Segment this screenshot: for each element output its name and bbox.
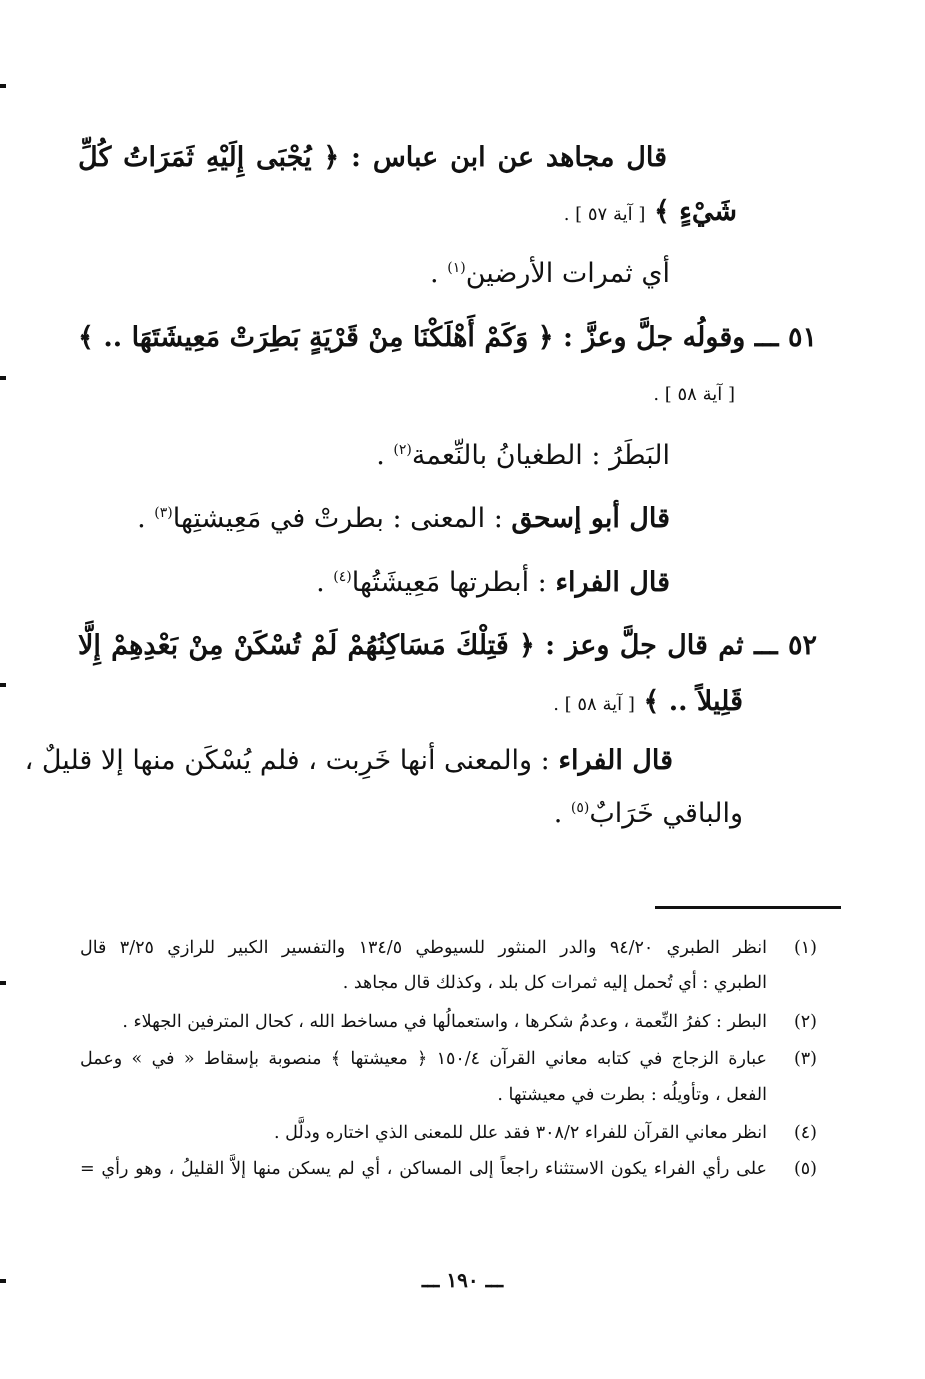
text-span: . [553,798,571,829]
footnote-2-number: (٢) [793,1012,817,1032]
text-span: : أبطرتها مَعِيشَتُها [351,567,556,598]
speaker-name: قال الفراء [555,567,670,598]
scan-edge-mark [0,981,6,985]
verse-end: قَلِيلاً .. ﴾ [643,686,743,717]
speaker-name: قال أبو إسحق [511,503,670,534]
footnote-ref-2: (٢) [393,442,412,458]
text-line-1: قال مجاهد عن ابن عباس : ﴿ يُجْبَى إِلَيْهِ ثَمَرَاتُ كُلِّ [78,142,667,173]
footnote-ref-3: (٣) [154,505,173,521]
text-line-9: ٥٢ ـــ ثم قال جلَّ وعز : ﴿ فَتِلْكَ مَسَاكِنُهُمْ لَمْ تُسْكَنْ مِنْ بَعْدِهِمْ إِلَّا [78,630,817,661]
footnote-5-line-1: على رأي الفراء يكون الاستثناء راجعاً إلى المساكن ، أي لم يسكن منها إلاَّ القليلُ ، وهو رأي = [80,1159,767,1179]
verse-end: شَيْءٍ ﴾ [653,196,737,227]
text-span: البَطَرُ : الطغيانُ بالنِّعمة [411,440,670,471]
footnote-4-number: (٤) [793,1123,817,1143]
text-span: . [316,567,334,598]
text-line-8 [316,567,670,598]
text-span: . [376,440,394,471]
text-line-7 [137,503,670,534]
scan-edge-mark [0,683,6,687]
text-span: . [430,258,448,289]
scan-edge-mark [0,376,6,380]
footnote-3-number: (٣) [793,1049,817,1069]
text-line-5: [ آية ٥٨ ] . [653,384,735,405]
text-span: . [137,503,155,534]
text-span: : المعنى : بطرتْ في مَعِيشتِها [172,503,512,534]
footnote-1-line-2: الطبري : أي تُحمل إليه ثمرات كل بلد ، وكذلك قال مجاهد . [342,973,767,993]
footnote-4-line-1: انظر معاني القرآن للفراء ٣٠٨/٢ فقد علل للمعنى الذي اختاره ودلَّل . [273,1123,767,1143]
text-line-4: ٥١ ـــ وقولُه جلَّ وعزَّ : ﴿ وَكَمْ أَهْلَكْنَا مِنْ قَرْيَةٍ بَطِرَتْ مَعِيشَتَهَا .. ﴾ [78,322,817,353]
footnote-5-number: (٥) [793,1159,817,1179]
text-line-6 [376,440,670,471]
scan-edge-mark [0,1279,6,1283]
footnote-1-line-1: انظر الطبري ٩٤/٢٠ والدر المنثور للسيوطي ١٣٤/٥ والتفسير الكبير للرازي ٣/٢٥ قال [80,938,767,958]
footnote-ref-1: (١) [447,260,466,276]
text-span: أي ثمرات الأرضين [465,258,670,289]
page-number: ـــ ١٩٠ ـــ [421,1268,504,1292]
scan-edge-mark [0,84,6,88]
text-line-11 [24,745,673,776]
footnote-separator [655,906,841,909]
text-span: والباقي خَرَابٌ [589,798,743,829]
footnote-3-line-1: عبارة الزجاج في كتابه معاني القرآن ١٥٠/٤ ﴿ معيشتها ﴾ منصوبة بإسقاط « في » وعمل [80,1049,767,1069]
text-line-10 [553,686,743,717]
text-span: : والمعنى أنها خَرِبت ، فلم يُسْكَن منها إلا قليلٌ ، [24,745,559,776]
verse-reference: [ آية ٥٧ ] . [563,204,646,225]
speaker-name: قال الفراء [558,745,673,776]
footnote-3-line-2: الفعل ، وتأويلُه : بطرت في معيشتها . [497,1085,767,1105]
verse-reference: [ آية ٥٨ ] . [553,694,635,715]
footnote-ref-5: (٥) [570,800,590,816]
text-line-2 [564,196,737,227]
text-line-12 [554,798,743,829]
footnote-ref-4: (٤) [333,569,352,585]
footnote-1-number: (١) [793,938,817,958]
footnote-2-line-1: البطر : كفرُ النِّعمة ، وعدمُ شكرها ، واستعمالُها في مساخط الله ، كحال المترفين الجهلاء . [122,1012,767,1032]
text-line-3 [430,258,670,289]
